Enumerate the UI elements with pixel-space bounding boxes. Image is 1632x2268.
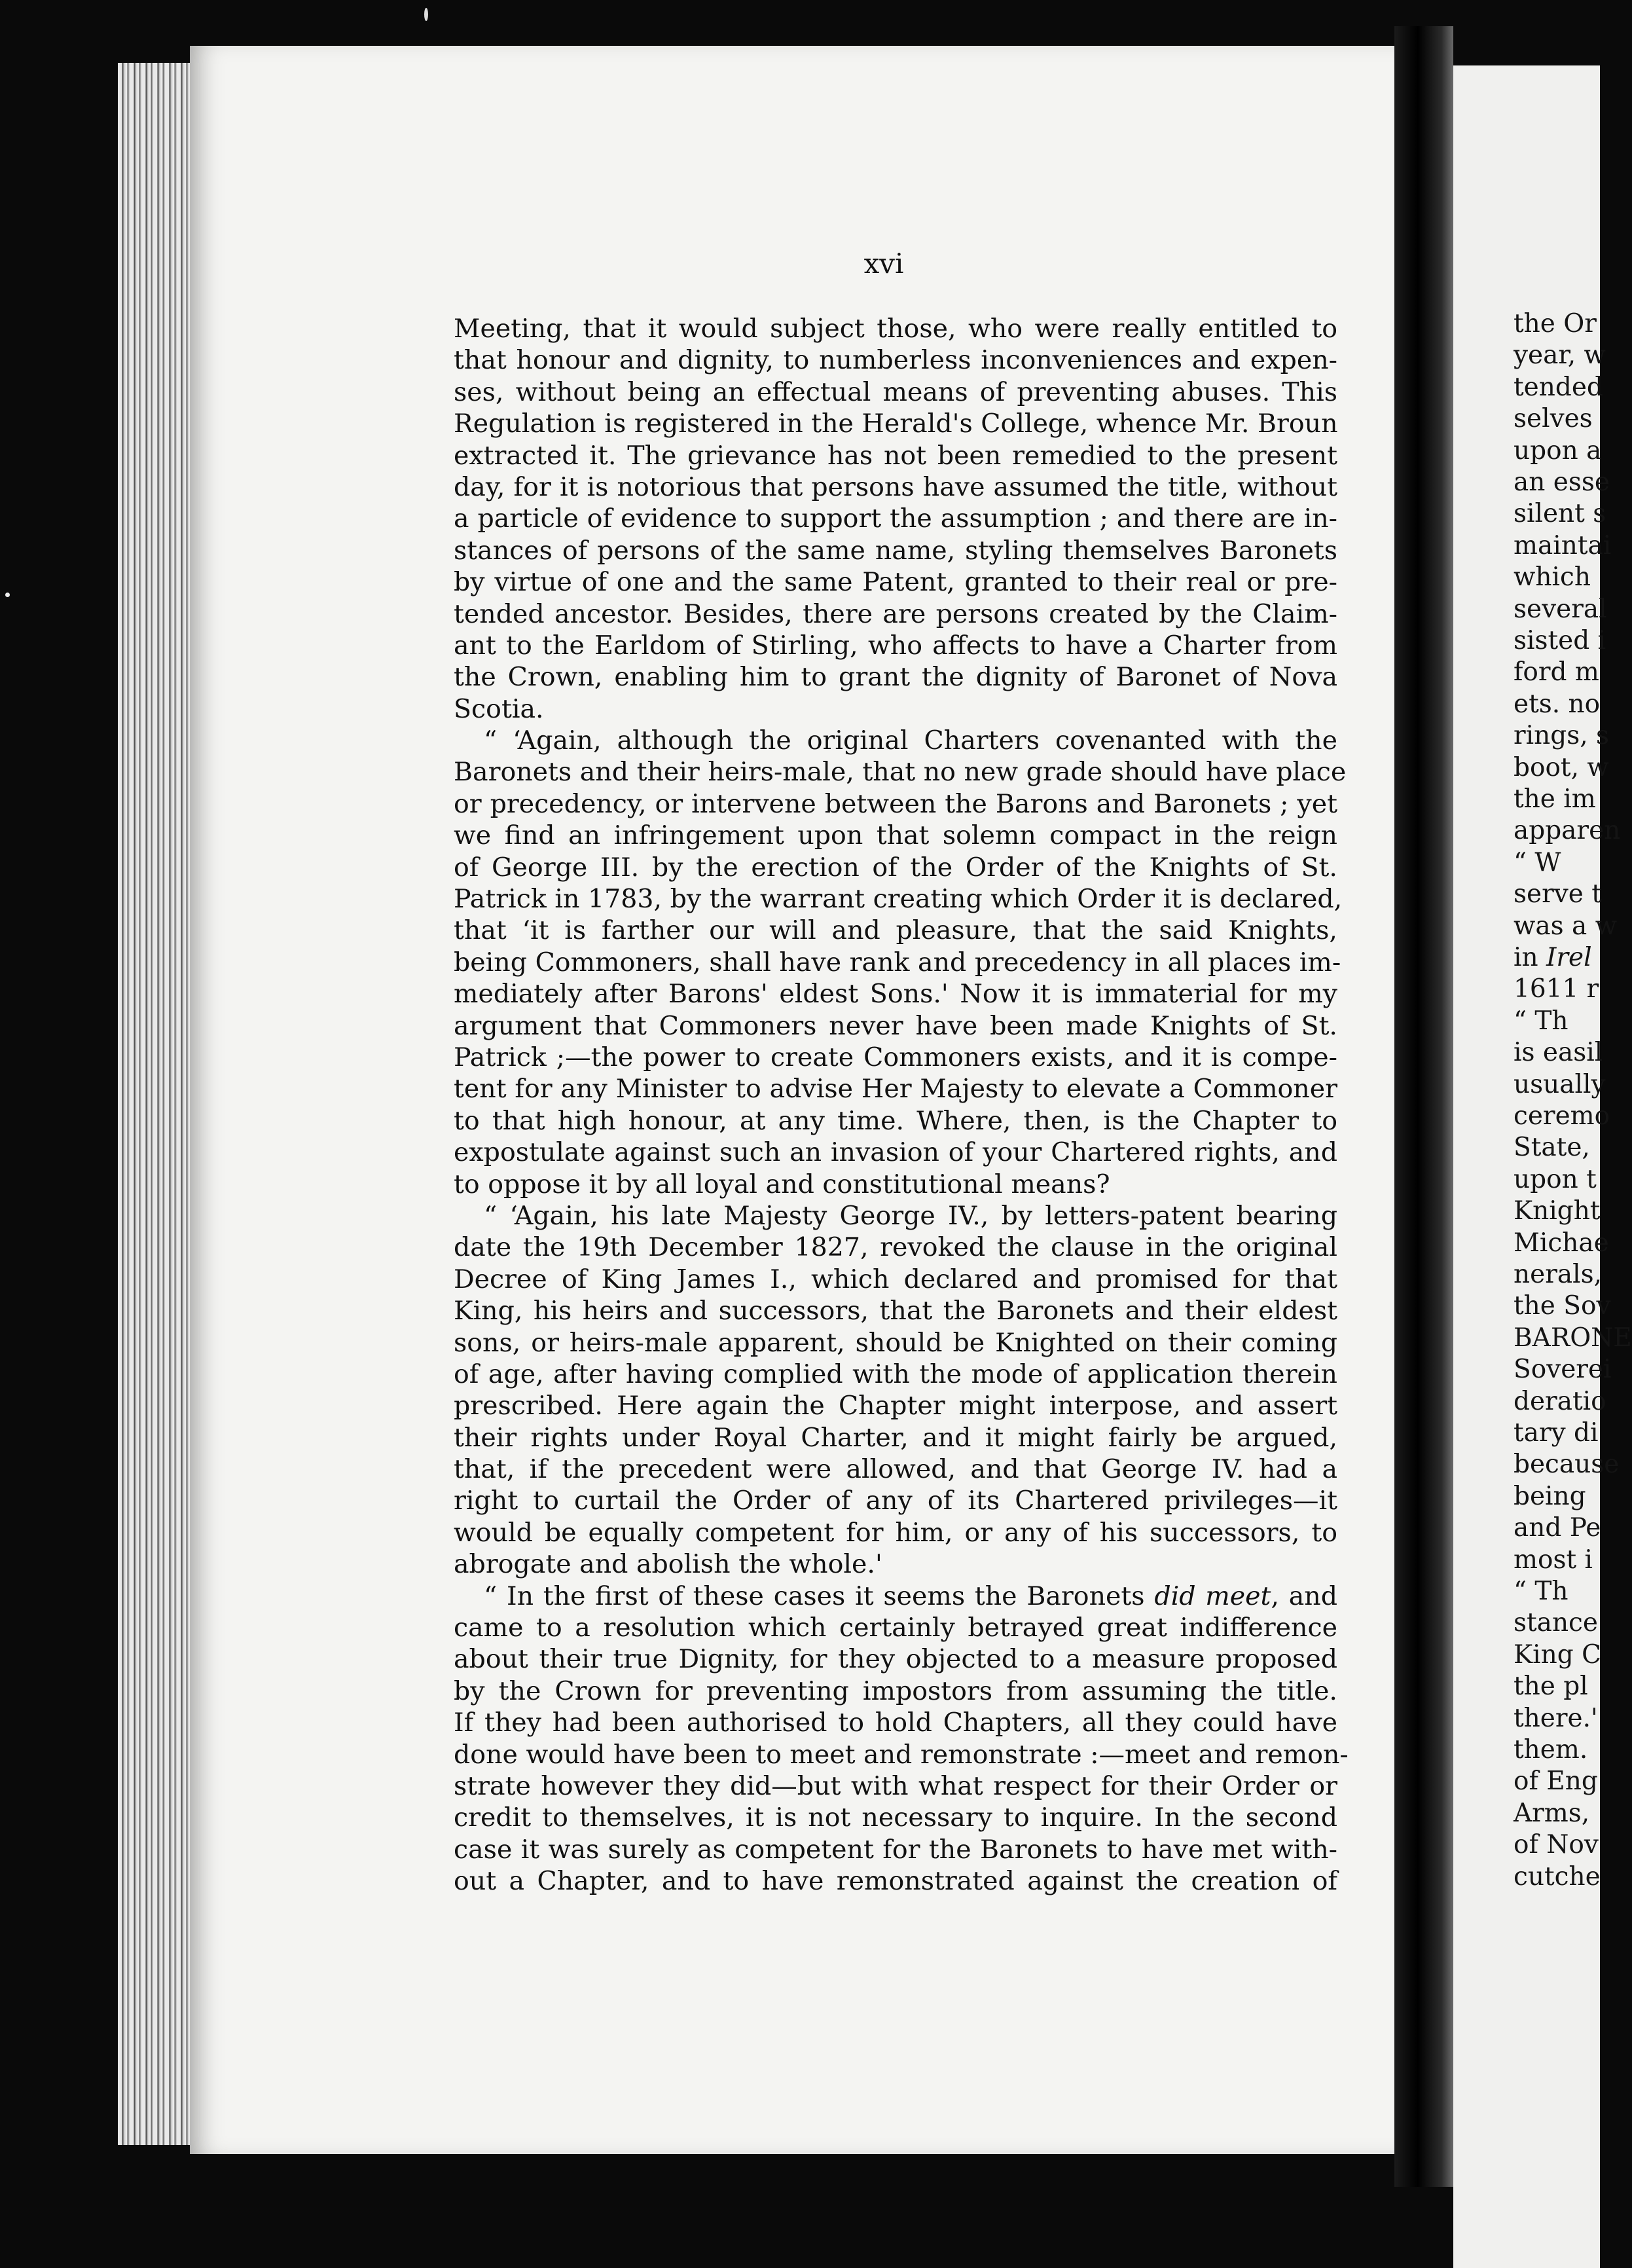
adjacent-page-line: Knight [1514, 1196, 1601, 1226]
adjacent-page-line: most i [1514, 1545, 1593, 1575]
adjacent-page-line: serve t [1514, 879, 1602, 909]
text-line: If they had been authorised to hold Chapters, all they could have [454, 1708, 1337, 1738]
adjacent-page-line: 1611 r [1514, 974, 1599, 1004]
text-line: King, his heirs and successors, that the Baronets and their eldest [454, 1296, 1337, 1326]
adjacent-page-line: an esse [1514, 467, 1610, 497]
adjacent-page-line: the Or [1514, 309, 1597, 338]
text-line: or precedency, or intervene between the Barons and Baronets ; yet [454, 788, 1337, 819]
text-line: to that high honour, at any time. Where, then, is the Chapter to [454, 1105, 1337, 1136]
adjacent-page-line: apparen [1514, 816, 1621, 846]
text-line: ses, without being an effectual means of preventing abuses. This [454, 376, 1337, 407]
text-line: sons, or heirs-male apparent, should be Knighted on their coming [454, 1327, 1337, 1358]
text-line: Scotia. [454, 693, 544, 724]
text-line: out a Chapter, and to have remonstrated against the creation of [454, 1866, 1337, 1897]
adjacent-page-line: usually [1514, 1069, 1606, 1099]
text-line: came to a resolution which certainly betrayed great indifference [454, 1613, 1337, 1643]
adjacent-page-line: because [1514, 1450, 1620, 1480]
text-line: expostulate against such an invasion of your Chartered rights, and [454, 1137, 1337, 1168]
adjacent-page-line: deratio [1514, 1386, 1606, 1416]
adjacent-page-line: several [1514, 594, 1607, 624]
adjacent-page-line: silent s [1514, 499, 1606, 529]
text-line: would be equally competent for him, or any of his successors, to [454, 1517, 1337, 1548]
page-number: xvi [863, 247, 904, 280]
adjacent-page-line: the Sov [1514, 1291, 1611, 1321]
text-line: ant to the Earldom of Stirling, who affects to have a Charter from [454, 630, 1337, 661]
text-line: “ ‘Again, although the original Charters covenanted with the [484, 725, 1337, 756]
page-text-column [454, 313, 1349, 1897]
text-line: “ ‘Again, his late Majesty George IV., by letters-patent bearing [484, 1200, 1337, 1231]
adjacent-page-line: there.' [1514, 1703, 1598, 1733]
adjacent-page-line: which [1514, 562, 1591, 593]
adjacent-page-line: “ Th [1514, 1577, 1569, 1606]
book-gutter [1394, 26, 1453, 2187]
adjacent-page-line: of Eng [1514, 1766, 1598, 1797]
text-line: “ In the first of these cases it seems the Baronets did meet, and [484, 1581, 1337, 1611]
adjacent-page-line: them. [1514, 1735, 1588, 1765]
text-line: case it was surely as competent for the Baronets to have met with- [454, 1834, 1337, 1865]
adjacent-page-line: cutche [1514, 1861, 1601, 1892]
adjacent-page-line: State, [1514, 1133, 1590, 1163]
adjacent-page-line: the im [1514, 784, 1596, 814]
text-line: about their true Dignity, for they objected to a measure proposed [454, 1644, 1337, 1675]
adjacent-page-line: King C [1514, 1639, 1601, 1670]
adjacent-page-line: ceremo [1514, 1101, 1610, 1131]
text-line: of age, after having complied with the mode of application therein [454, 1359, 1337, 1389]
text-line: prescribed. Here again the Chapter might interpose, and assert [454, 1391, 1337, 1421]
text-line: done would have been to meet and remonstrate :—meet and remon- [454, 1739, 1349, 1770]
text-line: strate however they did—but with what respect for their Order or [454, 1770, 1337, 1801]
text-line: their rights under Royal Charter, and it might fairly be argued, [454, 1422, 1337, 1453]
text-line: that, if the precedent were allowed, and that George IV. had a [454, 1454, 1337, 1485]
text-line: Decree of King James I., which declared and promised for that [454, 1264, 1337, 1294]
text-line: stances of persons of the same name, styling themselves Baronets [454, 535, 1337, 566]
text-line: Regulation is registered in the Herald's College, whence Mr. Broun [454, 409, 1338, 439]
text-line: by virtue of one and the same Patent, granted to their real or pre- [454, 567, 1337, 598]
text-line: tent for any Minister to advise Her Majesty to elevate a Commoner [454, 1074, 1337, 1105]
emphasis: did meet [1154, 1581, 1271, 1611]
text-line: tended ancestor. Besides, there are persons created by the Claim- [454, 598, 1337, 629]
page-speck [5, 593, 10, 597]
text-line: credit to themselves, it is not necessary to inquire. In the second [454, 1802, 1337, 1833]
text-line: that ‘it is farther our will and pleasure, that the said Knights, [454, 915, 1337, 946]
text-line: of George III. by the erection of the Order of the Knights of St. [454, 852, 1337, 883]
adjacent-page-line: Michae [1514, 1228, 1609, 1258]
adjacent-page-line: stance [1514, 1608, 1598, 1638]
adjacent-page-line: ford m [1514, 657, 1599, 687]
text-line: day, for it is notorious that persons have assumed the title, without [454, 471, 1337, 502]
text-line: argument that Commoners never have been made Knights of St. [454, 1010, 1337, 1041]
text-line: a particle of evidence to support the assumption ; and there are in- [454, 503, 1337, 534]
adjacent-page-line: “ W [1514, 847, 1561, 877]
text-line: being Commoners, shall have rank and precedency in all places im- [454, 947, 1341, 978]
adjacent-page-line: BARONE [1514, 1323, 1632, 1353]
adjacent-page-line: sisted i [1514, 626, 1606, 655]
text-line: the Crown, enabling him to grant the dignity of Baronet of Nova [454, 662, 1337, 693]
adjacent-page-line: was a w [1514, 911, 1618, 941]
adjacent-page-line: boot, w [1514, 752, 1609, 782]
adjacent-page-line: “ Th [1514, 1006, 1569, 1036]
adjacent-page-line: the pl [1514, 1672, 1588, 1702]
adjacent-page-line: nerals, [1514, 1260, 1602, 1289]
page-speck [424, 8, 428, 21]
adjacent-page-line: upon t [1514, 1164, 1597, 1194]
adjacent-page-line: ets. no [1514, 689, 1601, 719]
text-line: Patrick ;—the power to create Commoners exists, and it is compe- [454, 1042, 1337, 1072]
text-line: date the 19th December 1827, revoked the clause in the original [454, 1232, 1337, 1263]
text-line: right to curtail the Order of any of its Chartered privileges—it [454, 1486, 1337, 1516]
text-line: we find an infringement upon that solemn compact in the reign [454, 820, 1337, 851]
adjacent-page-fragment [1453, 65, 1632, 2268]
text-line: by the Crown for preventing impostors from assuming the title. [454, 1675, 1337, 1706]
adjacent-page-line: of Nov [1514, 1830, 1599, 1860]
adjacent-page-line: tended [1514, 372, 1603, 402]
adjacent-page-line: upon a [1514, 435, 1602, 466]
adjacent-page-line: selves [1514, 404, 1593, 434]
adjacent-page-line: being [1514, 1481, 1586, 1511]
text-line: mediately after Barons' eldest Sons.' Now it is immaterial for my [454, 979, 1337, 1010]
emphasis: Irel [1546, 943, 1592, 972]
adjacent-page-line: is easil [1514, 1038, 1603, 1068]
text-line: Meeting, that it would subject those, who were really entitled to [454, 314, 1337, 344]
adjacent-page-line: tary di [1514, 1418, 1599, 1448]
text-line: Baronets and their heirs-male, that no new grade should have place [454, 757, 1347, 788]
adjacent-page-line: rings, s [1514, 721, 1610, 751]
adjacent-page-line: Soverei [1514, 1355, 1612, 1385]
adjacent-page-line: Arms, [1514, 1798, 1590, 1828]
adjacent-page-line: in Irel [1514, 943, 1592, 972]
adjacent-page-line: maintai [1514, 530, 1612, 560]
text-line: extracted it. The grievance has not been remedied to the present [454, 440, 1337, 471]
adjacent-page-line: year, w [1514, 340, 1606, 371]
adjacent-page-line: and Pe [1514, 1513, 1601, 1543]
text-line: to oppose it by all loyal and constitutional means? [454, 1169, 1110, 1199]
text-line: Patrick in 1783, by the warrant creating which Order it is declared, [454, 884, 1343, 915]
text-line: that honour and dignity, to numberless inconveniences and expen- [454, 345, 1337, 376]
text-line: abrogate and abolish the whole.' [454, 1549, 882, 1580]
